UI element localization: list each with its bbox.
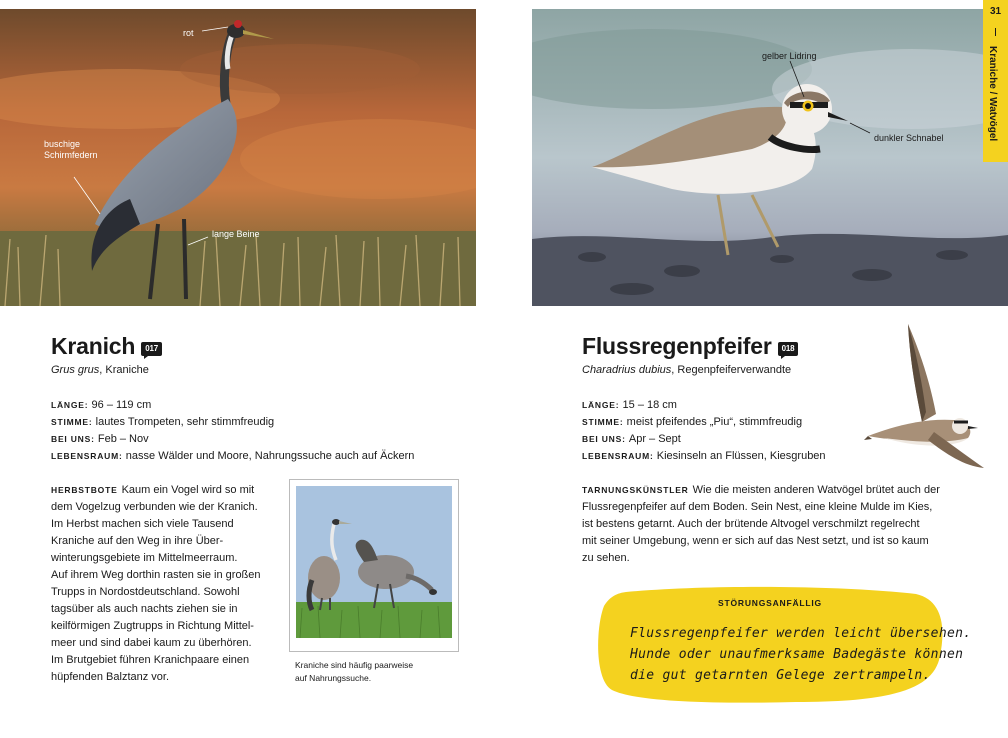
- section-tab: [983, 0, 1008, 162]
- note-heading: STÖRUNGSANFÄLLIG: [718, 598, 822, 608]
- callout-bill: dunkler Schnabel: [874, 133, 944, 143]
- crane-latin: Grus grus: [51, 364, 100, 376]
- fact-row: BEI UNS: Apr – Sept: [582, 433, 681, 445]
- callout-feathers-2: Schirmfedern: [44, 150, 98, 160]
- fact-row: LEBENSRAUM: nasse Wälder und Moore, Nahrungssuche auch auf Äckern: [51, 450, 415, 462]
- callout-red: rot: [183, 28, 194, 38]
- disturbance-note: [596, 586, 972, 706]
- crane-subtitle: [51, 364, 149, 376]
- tab-divider: [995, 28, 996, 36]
- callout-feathers-1: buschige: [44, 139, 81, 149]
- crane-name: Kranich: [51, 333, 136, 359]
- plover-latin: Charadrius dubius: [582, 364, 672, 376]
- callout-legs: lange Beine: [212, 229, 260, 239]
- plover-subtitle: [582, 364, 791, 376]
- section-label: Kraniche / Watvögel: [987, 46, 998, 142]
- inset-caption: Kraniche sind häufig paarweise auf Nahrungssuche.: [295, 660, 414, 683]
- callout-eye-ring: gelber Lidring: [762, 51, 817, 61]
- fact-row: STIMME: meist pfeifendes „Piu“, stimmfreudig: [582, 416, 803, 428]
- fact-row: LEBENSRAUM: Kiesinseln an Flüssen, Kiesgruben: [582, 450, 826, 462]
- page-number: 31: [989, 6, 1002, 17]
- fact-row: LÄNGE: 96 – 119 cm: [51, 399, 152, 411]
- plover-family: , Regenpfeiferverwandte: [671, 364, 792, 376]
- crane-text: HERBSTBOTE Kaum ein Vogel wird so mit dem Vogelzug verbunden wie der Kranich. Im Herbst machen sich viele Tausend Kraniche auf den Weg in ihre Über- winterungsgebiete im Mittelmeerraum. Auf ihrem Weg dorthin rasten sie in großen Trupps in Nordostdeutschland. Sowohl tagsüber als auch nachts ziehen sie in keilförmigen Zugtrupps in Richtung Mittel- meer und sind dabei kaum zu überhören. Im Brutgebiet führen Kranichpaare einen hüpfenden Balztanz vor.: [51, 484, 261, 683]
- plover-badge: 018: [778, 342, 799, 356]
- plover-name: Flussregenpfeifer: [582, 333, 772, 359]
- note-body: Flussregenpfeifer werden leicht übersehen. Hunde oder unaufmerksame Badegäste können die gut getarnten Gelege zertrampeln.: [630, 626, 972, 683]
- plover-text: TARNUNGSKÜNSTLER Wie die meisten anderen Watvögel brütet auch der Flussregenpfeifer auf dem Boden. Sein Nest, eine kleine Mulde im Kies, ist bestens getarnt. Auch der brütende Altvogel verschmilzt regelrecht mit seiner Umgebung, wenn er sich auf das Nest setzt, und ist so kaum zu sehen.: [582, 484, 940, 564]
- plover-text-lead: TARNUNGSKÜNSTLER: [582, 485, 689, 495]
- plover-title: [582, 333, 798, 360]
- fact-row: BEI UNS: Feb – Nov: [51, 433, 149, 445]
- fact-row: LÄNGE: 15 – 18 cm: [582, 399, 677, 411]
- crane-badge: 017: [141, 342, 162, 356]
- plover-facts: [582, 397, 826, 465]
- crane-pair-photo: [289, 479, 459, 652]
- crane-facts: [51, 397, 414, 465]
- flying-plover-illustration: [864, 322, 990, 470]
- crane-title: [51, 333, 162, 360]
- fact-row: STIMME: lautes Trompeten, sehr stimmfreudig: [51, 416, 275, 428]
- crane-text-lead: HERBSTBOTE: [51, 485, 118, 495]
- crane-family: , Kraniche: [99, 364, 149, 376]
